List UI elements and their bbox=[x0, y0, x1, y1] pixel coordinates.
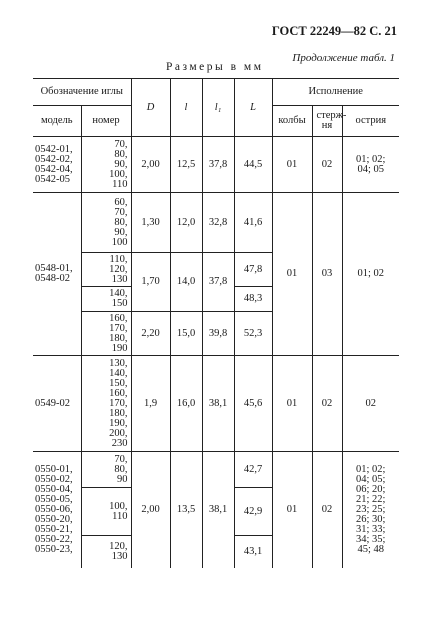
numbers-0549: 130, 140, 150, 160, 170, 180, 190, 200, 230 bbox=[81, 356, 131, 452]
D-value: 1,9 bbox=[131, 356, 170, 452]
L-value: 42,9 bbox=[234, 488, 272, 536]
model-0542: 0542-01, 0542-02, 0542-04, 0542-05 bbox=[33, 137, 81, 193]
point-value: 02 bbox=[342, 356, 399, 452]
L-value: 52,3 bbox=[234, 312, 272, 356]
header-bulb: колбы bbox=[272, 106, 312, 137]
header-number: номер bbox=[81, 106, 131, 137]
l-value: 13,5 bbox=[170, 452, 202, 568]
numbers-0548-s1: 60, 70, 80, 90, 100 bbox=[81, 193, 131, 253]
D-value: 1,70 bbox=[131, 253, 170, 312]
numbers-0548-s3: 160, 170, 180, 190 bbox=[81, 312, 131, 356]
header-execution: Исполнение bbox=[272, 79, 399, 106]
header-shank: стерж-ня bbox=[312, 106, 342, 137]
model-0548: 0548-01, 0548-02 bbox=[33, 193, 81, 356]
l1-value: 32,8 bbox=[202, 193, 234, 253]
numbers-0550-c: 120, 130 bbox=[81, 536, 131, 568]
shank-value: 02 bbox=[312, 452, 342, 568]
L-value: 45,6 bbox=[234, 356, 272, 452]
sizes-label: Размеры в мм bbox=[166, 61, 264, 73]
numbers-0542: 70, 80, 90, 100, 110 bbox=[81, 137, 131, 193]
l-value: 14,0 bbox=[170, 253, 202, 312]
numbers-0550-a: 70, 80, 90 bbox=[81, 452, 131, 488]
l1-value: 38,1 bbox=[202, 452, 234, 568]
shank-value: 02 bbox=[312, 137, 342, 193]
L-value: 47,8 bbox=[234, 253, 272, 287]
header-l1: l₁ bbox=[202, 79, 234, 137]
header-model: модель bbox=[33, 106, 81, 137]
D-value: 1,30 bbox=[131, 193, 170, 253]
l-value: 12,5 bbox=[170, 137, 202, 193]
table-row bbox=[33, 193, 399, 253]
table-continuation-note: Продолжение табл. 1 bbox=[292, 52, 395, 64]
l1-value: 37,8 bbox=[202, 253, 234, 312]
header-D: D bbox=[131, 79, 170, 137]
header-L: L bbox=[234, 79, 272, 137]
page-header: ГОСТ 22249—82 С. 21 bbox=[271, 24, 397, 38]
point-value: 01; 02 bbox=[342, 193, 399, 356]
table-row bbox=[33, 137, 399, 193]
L-value: 42,7 bbox=[234, 452, 272, 488]
numbers-0548-s2a: 110, 120, 130 bbox=[81, 253, 131, 287]
D-value: 2,00 bbox=[131, 452, 170, 568]
table-header-row bbox=[33, 79, 399, 106]
header-needle-designation: Обозначение иглы bbox=[33, 79, 131, 106]
l1-value: 37,8 bbox=[202, 137, 234, 193]
model-0550: 0550-01, 0550-02, 0550-04, 0550-05, 0550-06, 0550-20, 0550-21, 0550-22, 0550-23, bbox=[33, 452, 81, 568]
l-value: 15,0 bbox=[170, 312, 202, 356]
numbers-0548-s2b: 140, 150 bbox=[81, 287, 131, 312]
point-value: 01; 02; 04; 05; 06; 20; 21; 22; 23; 25; 26; 30; 31; 33; 34; 35; 45; 48 bbox=[356, 463, 386, 555]
table-row bbox=[33, 452, 399, 488]
bulb-value: 01 bbox=[272, 193, 312, 356]
L-value: 48,3 bbox=[234, 287, 272, 312]
L-value: 41,6 bbox=[234, 193, 272, 253]
shank-value: 02 bbox=[312, 356, 342, 452]
needle-dimensions-table bbox=[33, 78, 399, 568]
numbers-0550-b: 100, 110 bbox=[81, 488, 131, 536]
l1-value: 39,8 bbox=[202, 312, 234, 356]
model-0549: 0549-02 bbox=[33, 356, 81, 452]
header-l: l bbox=[170, 79, 202, 137]
point-value: 01; 02; 04; 05 bbox=[356, 153, 386, 175]
bulb-value: 01 bbox=[272, 356, 312, 452]
D-value: 2,20 bbox=[131, 312, 170, 356]
bulb-value: 01 bbox=[272, 452, 312, 568]
l-value: 12,0 bbox=[170, 193, 202, 253]
table-row bbox=[33, 356, 399, 452]
l-value: 16,0 bbox=[170, 356, 202, 452]
header-point: острия bbox=[342, 106, 399, 137]
D-value: 2,00 bbox=[131, 137, 170, 193]
L-value: 44,5 bbox=[234, 137, 272, 193]
shank-value: 03 bbox=[312, 193, 342, 356]
bulb-value: 01 bbox=[272, 137, 312, 193]
l1-value: 38,1 bbox=[202, 356, 234, 452]
L-value: 43,1 bbox=[234, 536, 272, 568]
